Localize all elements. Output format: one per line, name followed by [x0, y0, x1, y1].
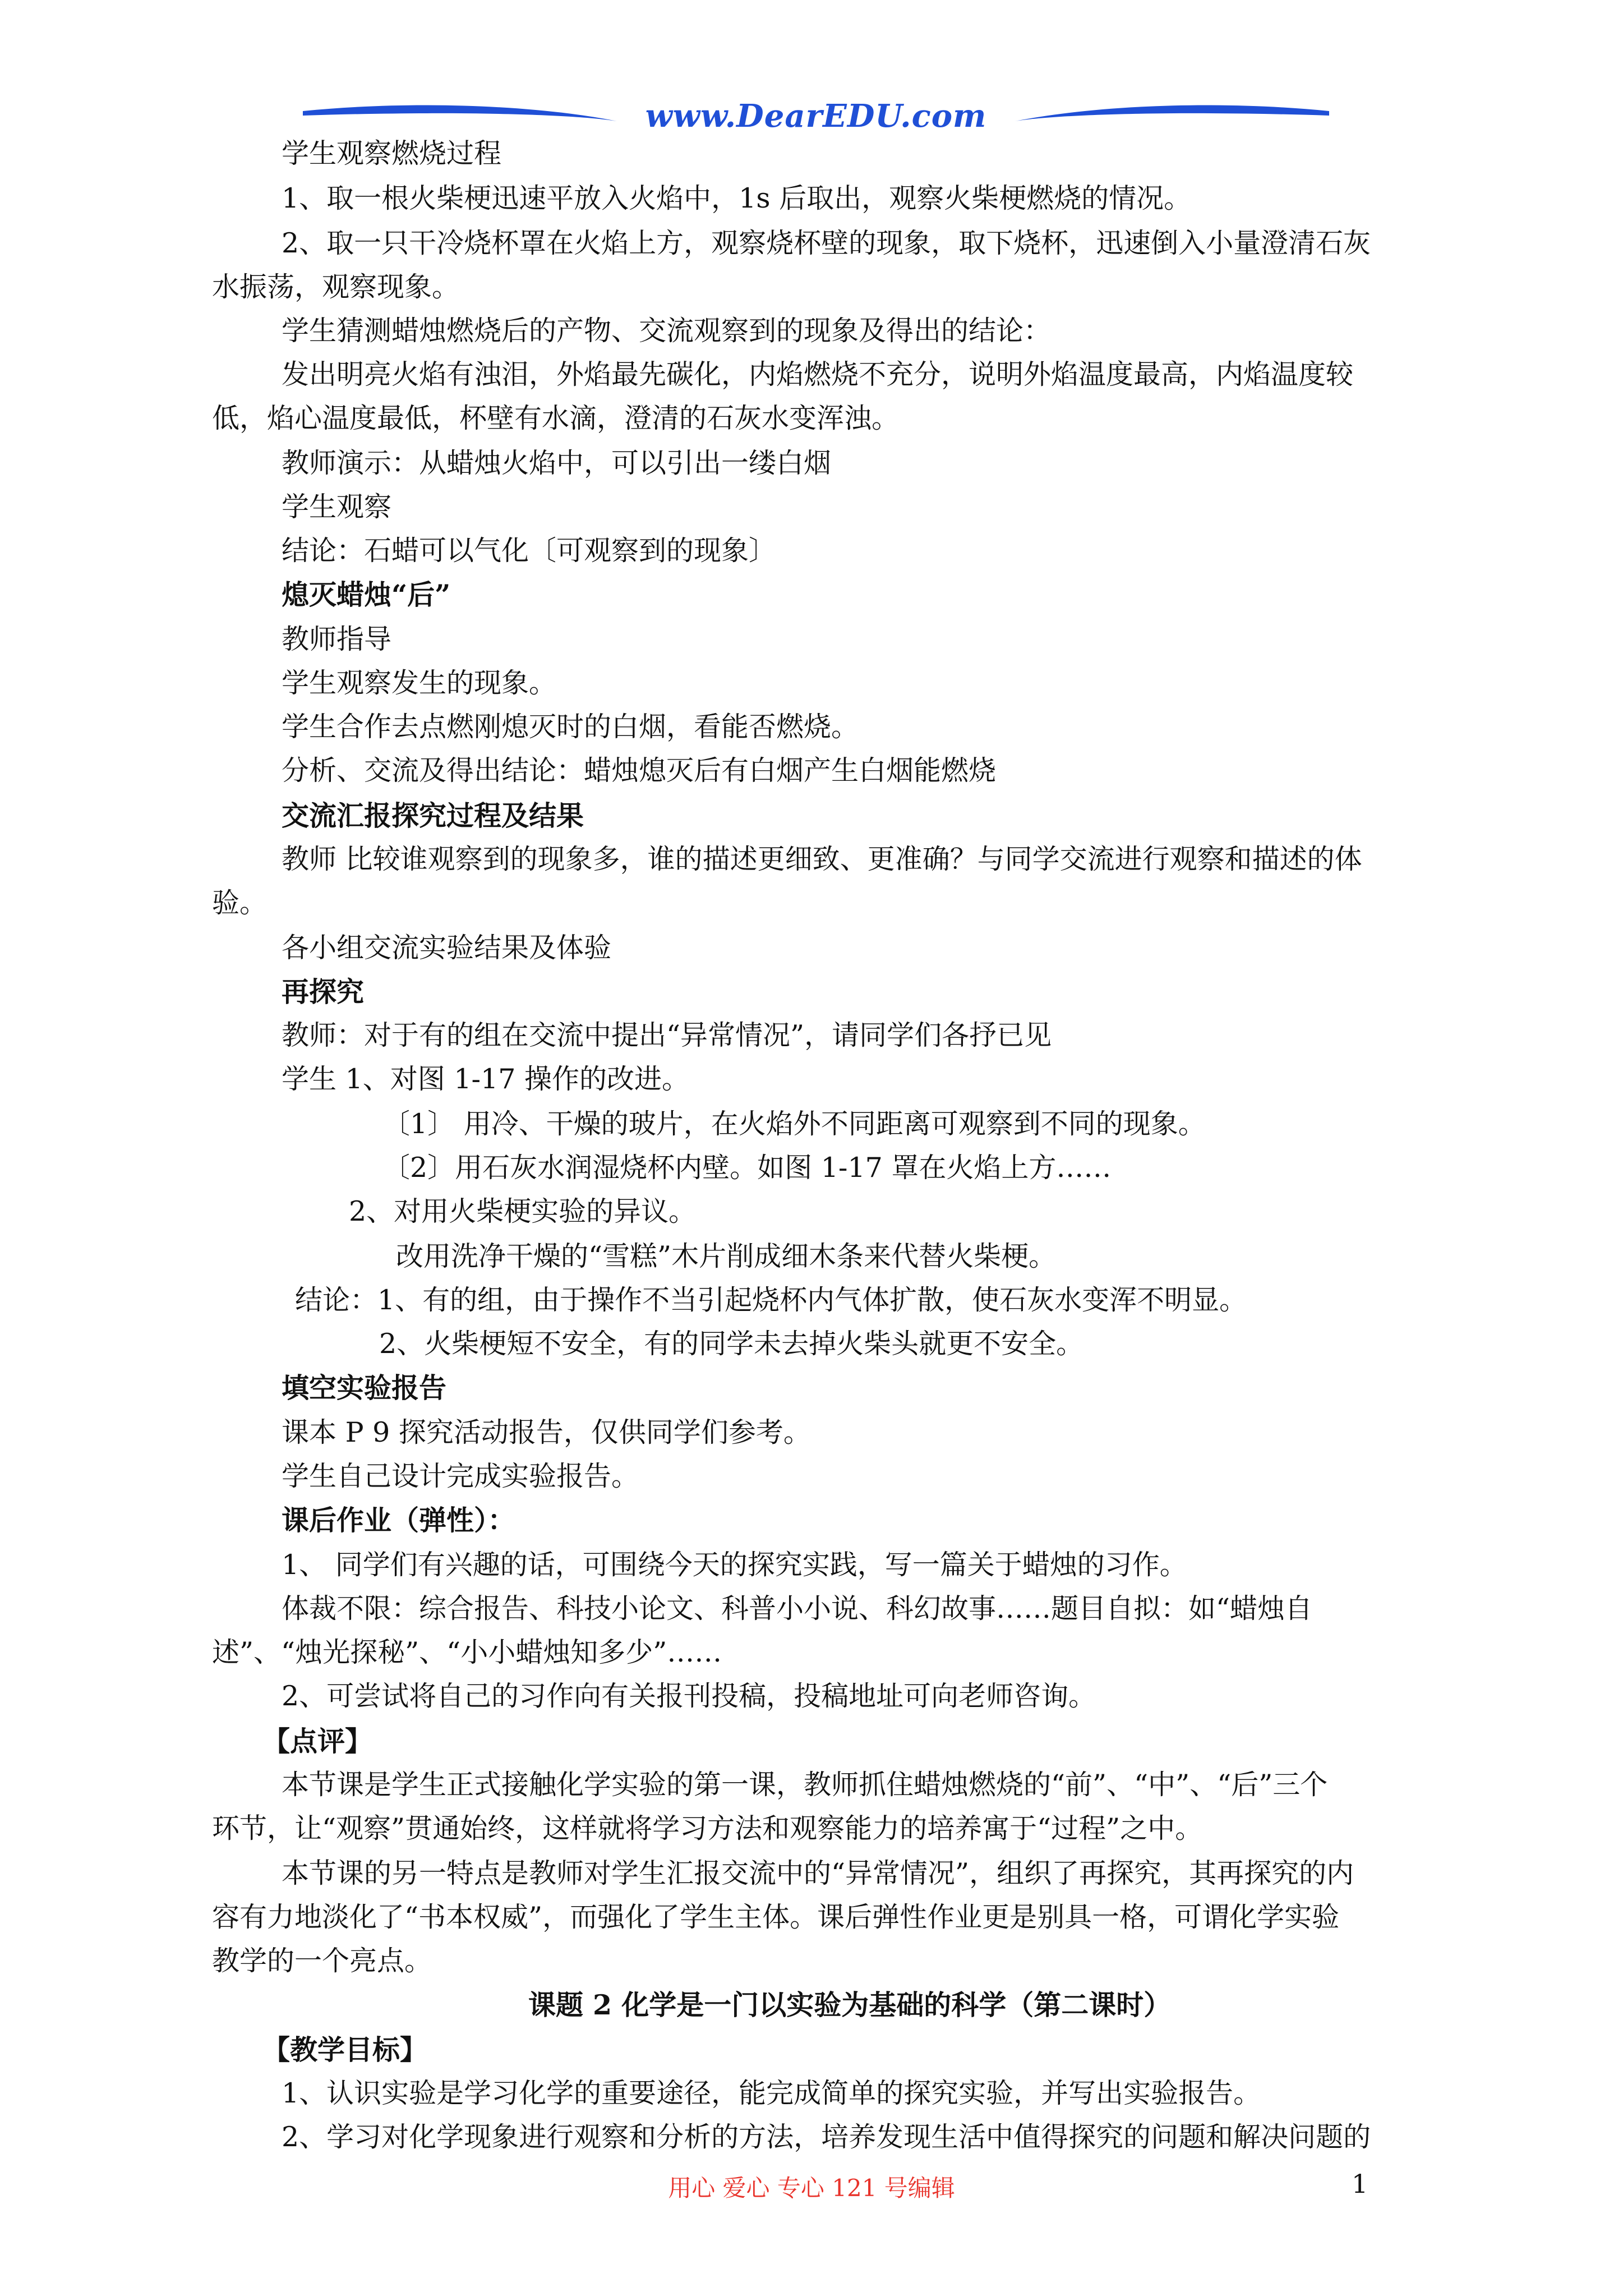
text-line: 验。 — [212, 887, 268, 919]
text-line: 水振荡，观察现象。 — [212, 271, 460, 303]
section-heading: 【教学目标】 — [262, 2033, 428, 2066]
text-line: 课本 P 9 探究活动报告，仅供同学们参考。 — [282, 1416, 811, 1448]
text-line: 各小组交流实验结果及体验 — [282, 932, 612, 964]
text-line: 2、取一只干冷烧杯罩在火焰上方，观察烧杯壁的现象，取下烧杯，迅速倒入小量澄清石灰 — [282, 227, 1371, 259]
section-heading: 再探究 — [282, 976, 365, 1008]
text-line: 教师指导 — [282, 623, 392, 655]
text-line: 教学的一个亮点。 — [212, 1945, 432, 1977]
text-line: 学生观察发生的现象。 — [282, 667, 557, 699]
text-line: 分析、交流及得出结论：蜡烛熄灭后有白烟产生白烟能燃烧 — [282, 754, 997, 786]
text-line: 发出明亮火焰有浊泪，外焰最先碳化，内焰燃烧不充分，说明外焰温度最高，内焰温度较 — [282, 358, 1354, 390]
text-line: 容有力地淡化了“书本权威”，而强化了学生主体。课后弹性作业更是别具一格，可谓化学实验 — [212, 1901, 1340, 1933]
page-number: 1 — [1352, 2169, 1368, 2199]
text-line: 1、取一根火柴梗迅速平放入火焰中，1s 后取出，观察火柴梗燃烧的情况。 — [282, 182, 1192, 214]
text-line: 环节，让“观察”贯通始终，这样就将学习方法和观察能力的培养寓于“过程”之中。 — [212, 1812, 1203, 1844]
footer-note: 用心 爱心 专心 121 号编辑 — [668, 2174, 955, 2202]
text-line: 教师演示：从蜡烛火焰中，可以引出一缕白烟 — [282, 447, 832, 479]
section-heading: 熄灭蜡烛“后” — [282, 578, 451, 611]
text-line: 结论：石蜡可以气化〔可观察到的现象〕 — [282, 535, 777, 567]
text-line: 低，焰心温度最低，杯壁有水滴，澄清的石灰水变浑浊。 — [212, 402, 900, 434]
section-heading: 课题 2 化学是一门以实验为基础的科学（第二课时） — [528, 1989, 1172, 2021]
text-line: 学生观察燃烧过程 — [282, 137, 502, 169]
text-line: 2、对用火柴梗实验的异议。 — [349, 1195, 697, 1227]
text-line: 教师 比较谁观察到的现象多，谁的描述更细致、更准确？与同学交流进行观察和描述的体 — [282, 843, 1362, 875]
section-heading: 交流汇报探究过程及结果 — [282, 799, 584, 832]
text-line: 1、 同学们有兴趣的话，可围绕今天的探究实践，写一篇关于蜡烛的习作。 — [282, 1549, 1187, 1581]
text-line: 述”、“烛光探秘”、“小小蜡烛知多少”…… — [212, 1636, 722, 1668]
text-line: 学生合作去点燃刚熄灭时的白烟，看能否燃烧。 — [282, 711, 859, 743]
text-line: 2、火柴梗短不安全，有的同学未去掉火柴头就更不安全。 — [379, 1328, 1084, 1360]
text-line: 2、可尝试将自己的习作向有关报刊投稿，投稿地址可向老师咨询。 — [282, 1680, 1096, 1712]
site-url: www.DearEDU.com — [645, 98, 987, 135]
text-line: 学生自己设计完成实验报告。 — [282, 1460, 639, 1492]
text-line: 教师：对于有的组在交流中提出“异常情况”，请同学们各抒已见 — [282, 1019, 1052, 1051]
text-line: 学生猜测蜡烛燃烧后的产物、交流观察到的现象及得出的结论： — [282, 315, 1052, 347]
section-heading: 课后作业（弹性）： — [282, 1504, 515, 1536]
text-line: 〔1〕 用冷、干燥的玻片，在火焰外不同距离可观察到不同的现象。 — [382, 1108, 1206, 1140]
text-line: 学生观察 — [282, 491, 392, 523]
text-line: 本节课的另一特点是教师对学生汇报交流中的“异常情况”，组织了再探究，其再探究的内 — [282, 1857, 1354, 1889]
text-line: 改用洗净干燥的“雪糕”木片削成细木条来代替火柴梗。 — [396, 1240, 1057, 1272]
text-line: 结论：1、有的组，由于操作不当引起烧杯内气体扩散，使石灰水变浑不明显。 — [295, 1284, 1247, 1316]
text-line: 学生 1、对图 1-17 操作的改进。 — [282, 1063, 689, 1095]
text-line: 本节课是学生正式接触化学实验的第一课，教师抓住蜡烛燃烧的“前”、“中”、“后”三个 — [282, 1769, 1328, 1801]
text-line: 〔2〕用石灰水润湿烧杯内壁。如图 1-17 罩在火焰上方…… — [382, 1152, 1112, 1184]
text-line: 2、学习对化学现象进行观察和分析的方法，培养发现生活中值得探究的问题和解决问题的 — [282, 2121, 1371, 2153]
section-heading: 【点评】 — [262, 1725, 373, 1757]
section-heading: 填空实验报告 — [282, 1372, 447, 1404]
text-line: 1、认识实验是学习化学的重要途径，能完成简单的探究实验，并写出实验报告。 — [282, 2077, 1261, 2109]
text-line: 体裁不限：综合报告、科技小论文、科普小小说、科幻故事……题目自拟：如“蜡烛自 — [282, 1593, 1313, 1625]
